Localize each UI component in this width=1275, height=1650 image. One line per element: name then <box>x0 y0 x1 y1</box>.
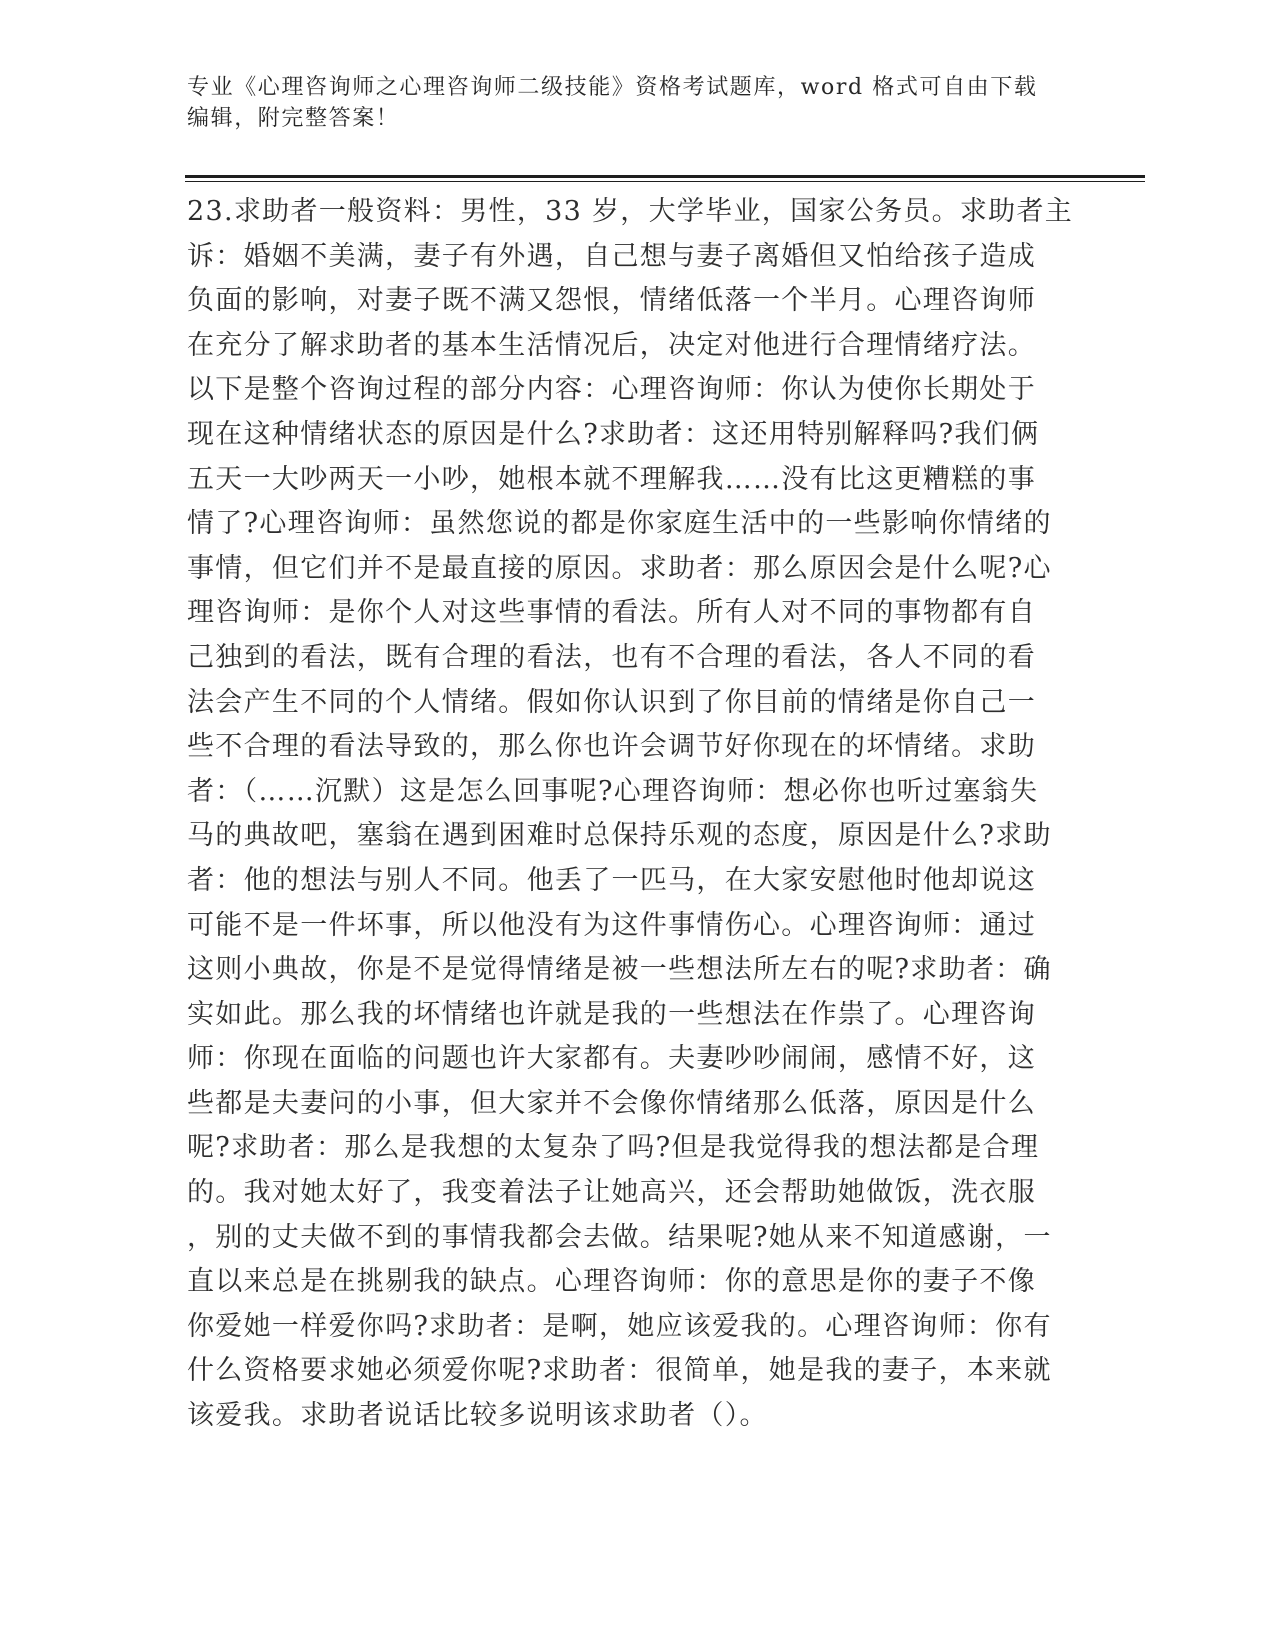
question-line: 直以来总是在挑剔我的缺点。心理咨询师：你的意思是你的妻子不像 <box>187 1266 1036 1298</box>
question-line: 该爱我。求助者说话比较多说明该求助者（）。 <box>187 1400 768 1432</box>
question-line: 情了?心理咨询师：虽然您说的都是你家庭生活中的一些影响你情绪的 <box>187 508 1052 540</box>
question-line: 在充分了解求助者的基本生活情况后，决定对他进行合理情绪疗法。 <box>187 329 1036 361</box>
question-line: 负面的影响，对妻子既不满又怨恨，情绪低落一个半月。心理咨询师 <box>187 285 1036 317</box>
question-line: 现在这种情绪状态的原因是什么?求助者：这还用特别解释吗?我们俩 <box>187 418 1040 450</box>
question-line: 马的典故吧，塞翁在遇到困难时总保持乐观的态度，原因是什么?求助 <box>187 820 1052 852</box>
question-line: 事情，但它们并不是最直接的原因。求助者：那么原因会是什么呢?心 <box>187 552 1052 584</box>
question-line: 诉：婚姻不美满，妻子有外遇，自己想与妻子离婚但又怕给孩子造成 <box>187 240 1036 272</box>
question-line: 师：你现在面临的问题也许大家都有。夫妻吵吵闹闹，感情不好，这 <box>187 1043 1036 1075</box>
question-line: 这则小典故，你是不是觉得情绪是被一些想法所左右的呢?求助者：确 <box>187 954 1052 986</box>
question-line: 者：（……沉默）这是怎么回事呢?心理咨询师：想必你也听过塞翁失 <box>187 775 1039 807</box>
question-line: 法会产生不同的个人情绪。假如你认识到了你目前的情绪是你自己一 <box>187 686 1036 718</box>
question-line: 以下是整个咨询过程的部分内容：心理咨询师：你认为使你长期处于 <box>187 374 1036 406</box>
question-line: 的。我对她太好了，我变着法子让她高兴，还会帮助她做饭，洗衣服 <box>187 1177 1036 1209</box>
question-line: 己独到的看法，既有合理的看法，也有不合理的看法，各人不同的看 <box>187 641 1036 673</box>
question-line: 可能不是一件坏事，所以他没有为这件事情伤心。心理咨询师：通过 <box>187 909 1036 941</box>
question-line: ，别的丈夫做不到的事情我都会去做。结果呢?她从来不知道感谢，一 <box>187 1221 1052 1253</box>
question-line: 者：他的想法与别人不同。他丢了一匹马，在大家安慰他时他却说这 <box>187 864 1036 896</box>
question-line: 些不合理的看法导致的，那么你也许会调节好你现在的坏情绪。求助 <box>187 731 1036 763</box>
question-body <box>187 190 1077 1439</box>
question-line: 什么资格要求她必须爱你呢?求助者：很简单，她是我的妻子，本来就 <box>187 1355 1052 1387</box>
header-line-1: 专业《心理咨询师之心理咨询师二级技能》资格考试题库，word 格式可自由下载 <box>187 75 1038 100</box>
header-line-2: 编辑，附完整答案！ <box>187 106 400 131</box>
page-header <box>187 72 1067 134</box>
header-rule-thick <box>185 175 1145 178</box>
question-line: 呢?求助者：那么是我想的太复杂了吗?但是我觉得我的想法都是合理 <box>187 1132 1040 1164</box>
question-line: 五天一大吵两天一小吵，她根本就不理解我……没有比这更糟糕的事 <box>187 463 1036 495</box>
question-line: 23.求助者一般资料：男性，33 岁，大学毕业，国家公务员。求助者主 <box>187 196 1074 227</box>
question-line: 你爱她一样爱你吗?求助者：是啊，她应该爱我的。心理咨询师：你有 <box>187 1310 1052 1342</box>
header-rule-thin <box>185 181 1145 182</box>
question-line: 理咨询师：是你个人对这些事情的看法。所有人对不同的事物都有自 <box>187 597 1036 629</box>
question-line: 实如此。那么我的坏情绪也许就是我的一些想法在作祟了。心理咨询 <box>187 998 1036 1030</box>
question-line: 些都是夫妻问的小事，但大家并不会像你情绪那么低落，原因是什么 <box>187 1087 1036 1119</box>
